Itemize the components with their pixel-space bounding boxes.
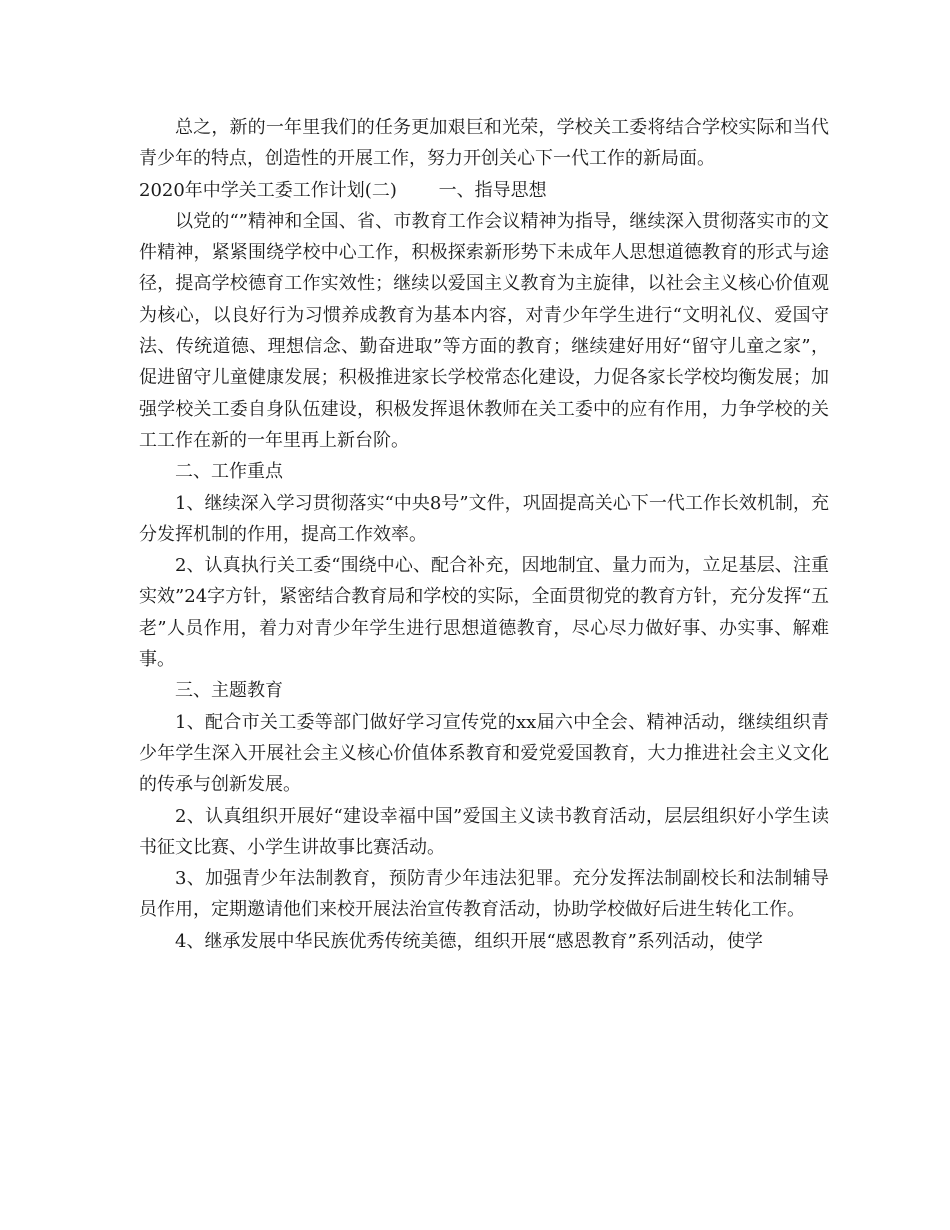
paragraph-theme-1: 1、配合市关工委等部门做好学习宣传党的xx届六中全会、精神活动，继续组织青少年学生深入开展社会主义核心价值体系教育和爱党爱国教育，大力推进社会主义文化的传承与创新发展。 [139,711,829,796]
paragraph-focus-2: 2、认真执行关工委“围绕中心、配合补充，因地制宜、量力而为，立足基层、注重实效”24字方针，紧密结合教育局和学校的实际，全面贯彻党的教育方针，充分发挥“五老”人员作用，着力对青少年学生进行思想道德教育，尽心尽力做好事、办实事、解难事。 [139,555,829,671]
paragraph-theme-2: 2、认真组织开展好“建设幸福中国”爱国主义读书教育活动，层层组织好小学生读书征文比赛、小学生讲故事比赛活动。 [139,805,829,858]
document-title-guiding-thought: 2020年中学关工委工作计划(二) 一、指导思想 [139,179,547,201]
paragraph-guiding-thought: 以党的“”精神和全国、省、市教育工作会议精神为指导，继续深入贯彻落实市的文件精神，紧紧围绕学校中心工作，积极探索新形势下未成年人思想道德教育的形式与途径，提高学校德育工作实效性；继续以爱国主义教育为主旋律，以社会主义核心价值观为核心，以良好行为习惯养成教育为基本内容，对青少年学生进行“文明礼仪、爱国守法、传统道德、理想信念、勤奋进取”等方面的教育；继续建好用好“留守儿童之家”，促进留守儿童健康发展；积极推进家长学校常态化建设，力促各家长学校均衡发展；加强学校关工委自身队伍建设，积极发挥退休教师在关工委中的应有作用，力争学校的关工工作在新的一年里再上新台阶。 [139,210,829,451]
section-heading-work-focus: 二、工作重点 [175,461,283,483]
paragraph-conclusion: 总之，新的一年里我们的任务更加艰巨和光荣，学校关工委将结合学校实际和当代青少年的特点，创造性的开展工作，努力开创关心下一代工作的新局面。 [139,117,829,170]
document-page [139,112,829,957]
paragraph-theme-3: 3、加强青少年法制教育，预防青少年违法犯罪。充分发挥法制副校长和法制辅导员作用，定期邀请他们来校开展法治宣传教育活动，协助学校做好后进生转化工作。 [139,868,829,921]
section-heading-theme-education: 三、主题教育 [175,680,283,702]
paragraph-theme-4: 4、继承发展中华民族优秀传统美德，组织开展“感恩教育”系列活动，使学 [175,930,763,952]
paragraph-focus-1: 1、继续深入学习贯彻落实“中央8号”文件，巩固提高关心下一代工作长效机制，充分发挥机制的作用，提高工作效率。 [139,492,829,545]
